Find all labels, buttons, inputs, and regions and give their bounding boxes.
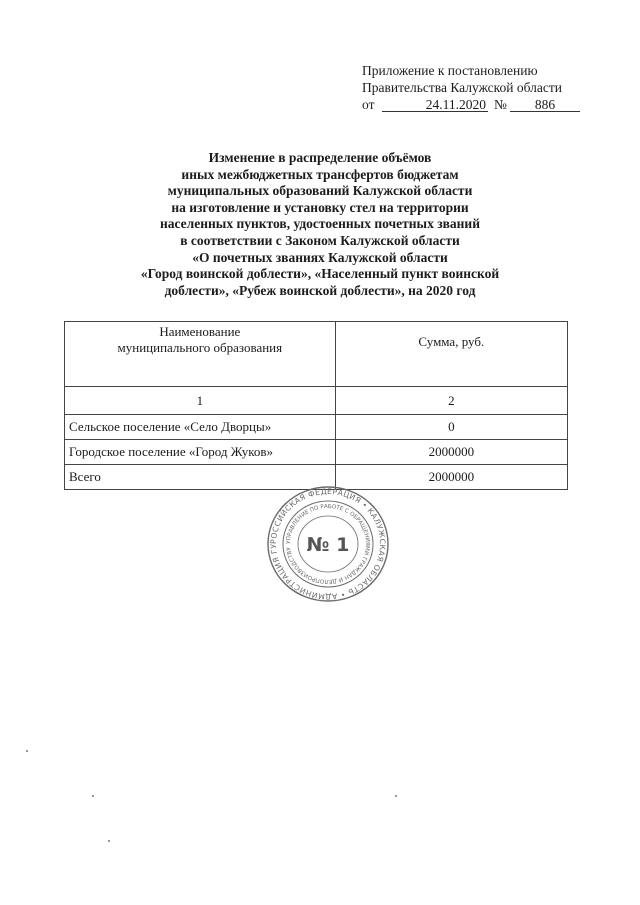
official-seal-stamp bbox=[266, 485, 390, 603]
header-municipality bbox=[65, 322, 336, 387]
seal-graphic bbox=[266, 485, 390, 603]
column-number-1: 1 bbox=[65, 387, 336, 415]
seal-number: № 1 bbox=[306, 534, 350, 556]
table-header-row bbox=[65, 322, 568, 387]
title-line: муниципальных образований Калужской области bbox=[167, 183, 473, 199]
column-number-2: 2 bbox=[335, 387, 567, 415]
header-municipality-line-2: муниципального образования bbox=[117, 340, 283, 355]
scan-speck bbox=[26, 750, 28, 752]
scan-speck bbox=[108, 840, 110, 842]
header-municipality-line-1: Наименование bbox=[159, 324, 241, 339]
title-line: в соответствии с Законом Калужской области bbox=[180, 232, 460, 248]
title-line: иных межбюджетных трансфертов бюджетам bbox=[181, 166, 459, 182]
appendix-line-1: Приложение к постановлению bbox=[362, 63, 538, 78]
table-row bbox=[65, 440, 568, 465]
seal-inner-text: УПРАВЛЕНИЕ ПО РАБОТЕ С ОБРАЩЕНИЯМИ ГРАЖДАН И ДЕЛОПРОИЗВОДСТВУ bbox=[285, 503, 371, 585]
title-line: «О почетных званиях Калужской области bbox=[192, 249, 448, 265]
appendix-block bbox=[362, 62, 602, 114]
title-line: на изготовление и установку стел на территории bbox=[171, 199, 469, 215]
appendix-from-label: от bbox=[362, 97, 375, 112]
title-line: населенных пунктов, удостоенных почетных званий bbox=[159, 216, 480, 232]
document-title bbox=[120, 150, 520, 299]
appendix-line-2: Правительства Калужской области bbox=[362, 80, 563, 95]
scan-speck bbox=[92, 795, 94, 797]
title-line: Изменение в распределение объёмов bbox=[208, 150, 432, 165]
total-label: Всего bbox=[65, 465, 336, 490]
scan-speck bbox=[395, 795, 397, 797]
seal-outer-text: РОССИЙСКАЯ ФЕДЕРАЦИЯ • КАЛУЖСКАЯ ОБЛАСТЬ • АДМИНИСТРАЦИЯ ГУ bbox=[268, 486, 388, 602]
table-row bbox=[65, 415, 568, 440]
distribution-table bbox=[64, 321, 568, 490]
table-numbering-row bbox=[65, 387, 568, 415]
title-line: «Город воинской доблести», «Населенный пункт воинской bbox=[140, 266, 500, 282]
municipality-sum: 2000000 bbox=[335, 440, 567, 465]
appendix-number-label: № bbox=[494, 97, 507, 112]
appendix-date-row bbox=[362, 96, 602, 114]
municipality-sum: 0 bbox=[335, 415, 567, 440]
municipality-name: Городское поселение «Город Жуков» bbox=[65, 440, 336, 465]
appendix-date: 24.11.2020 bbox=[382, 96, 488, 112]
title-line: доблести», «Рубеж воинской доблести», на 2020 год bbox=[164, 282, 476, 298]
header-sum: Сумма, руб. bbox=[335, 322, 567, 387]
total-sum: 2000000 bbox=[335, 465, 567, 490]
municipality-name: Сельское поселение «Село Дворцы» bbox=[65, 415, 336, 440]
appendix-number: 886 bbox=[510, 96, 580, 112]
